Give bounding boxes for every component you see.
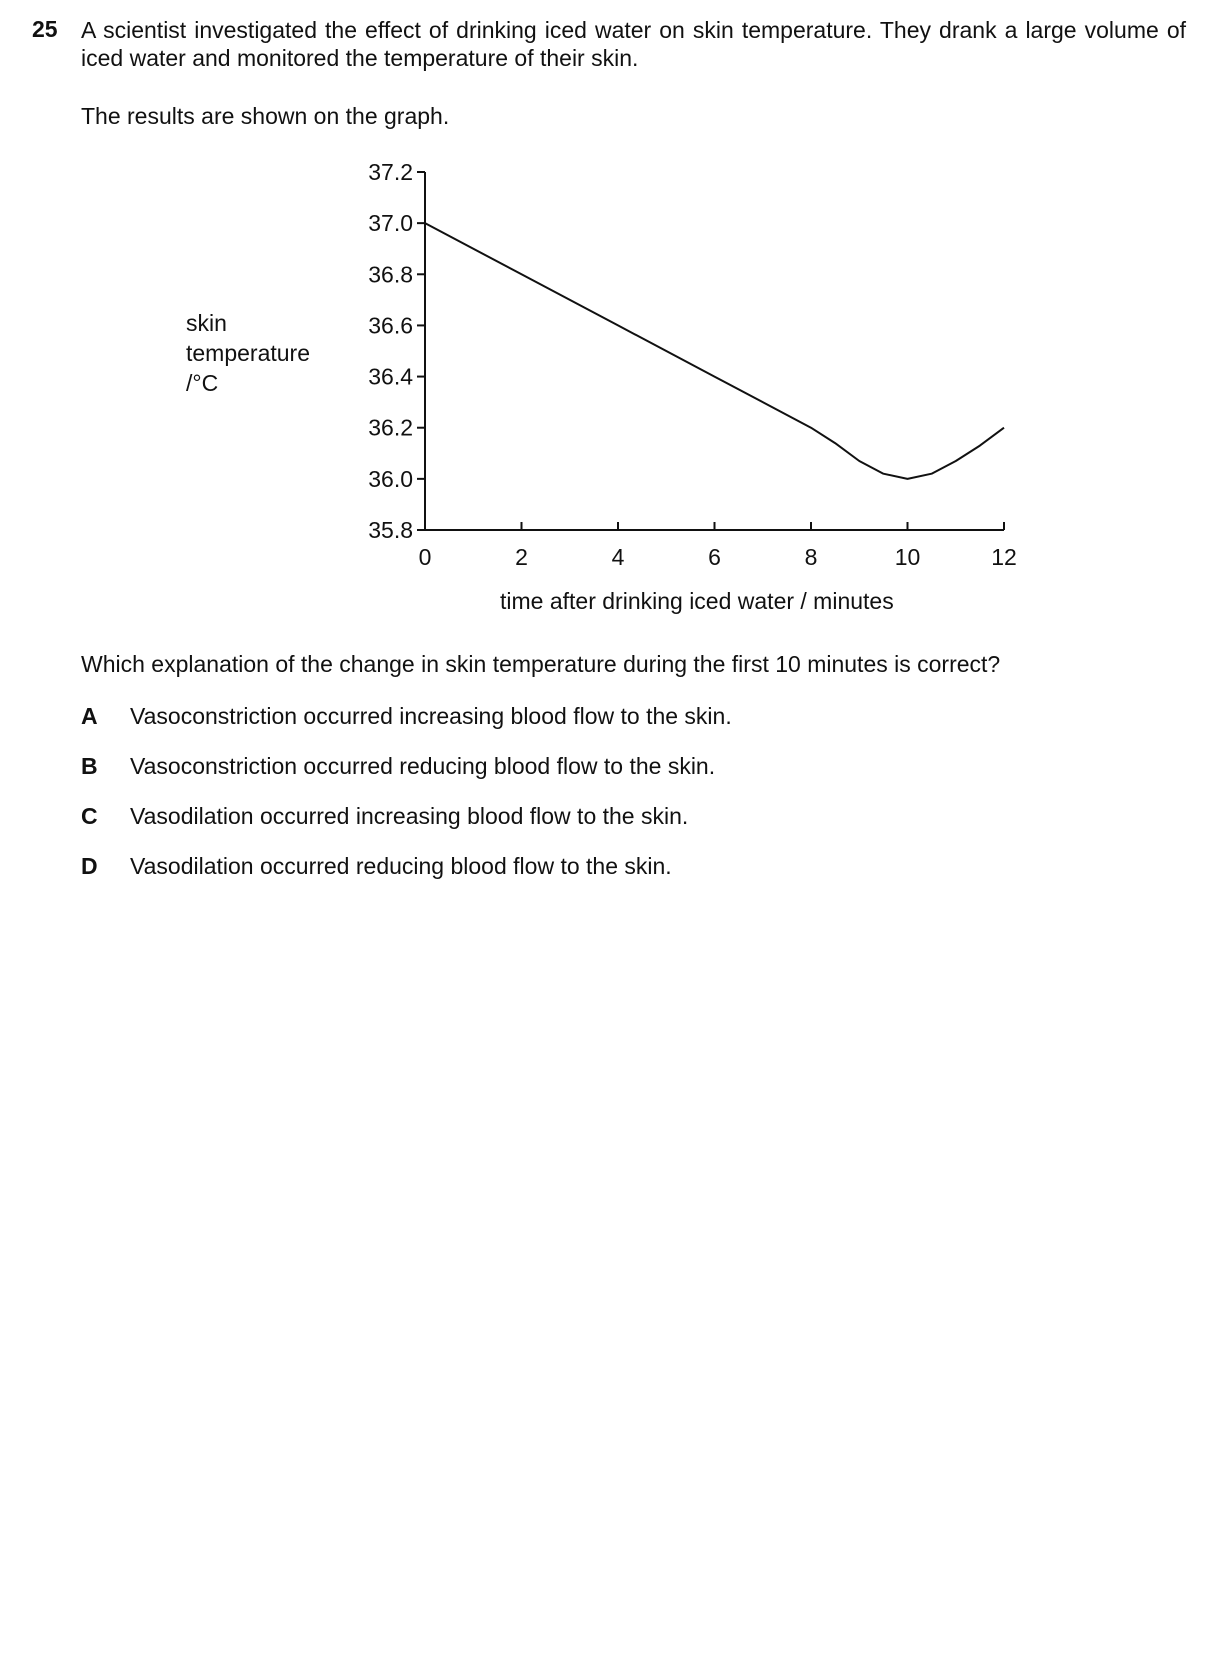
x-tick-label: 0 (418, 544, 432, 570)
option-text: Vasodilation occurred increasing blood flow to the skin. (130, 803, 689, 829)
question-stem: A scientist investigated the effect of drinking iced water on skin temperature. They drank a large volume of iced water and monitored the temperature of their skin. (81, 17, 1186, 71)
graph-intro: The results are shown on the graph. (81, 103, 450, 129)
x-tick-label: 6 (708, 544, 721, 570)
option-letter: D (81, 853, 98, 879)
option-letter: C (81, 803, 98, 829)
y-tick-label: 37.2 (368, 159, 413, 185)
y-tick-label: 36.6 (368, 312, 413, 339)
y-axis-label-line: temperature (186, 340, 311, 366)
x-axis-label: time after drinking iced water / minutes (500, 588, 894, 614)
option-letter: B (81, 753, 98, 779)
y-axis-label-line: skin (186, 310, 227, 336)
option-text: Vasodilation occurred reducing blood flow to the skin. (130, 853, 672, 879)
x-tick-label: 2 (515, 544, 528, 570)
y-axis-label-line: /°C (186, 370, 219, 396)
x-tick-label: 12 (991, 544, 1017, 570)
y-tick-label: 36.0 (368, 465, 413, 492)
option-d[interactable] (81, 853, 672, 880)
y-tick-label: 36.2 (368, 414, 413, 441)
x-tick-label: 4 (611, 544, 625, 570)
y-tick-label: 36.8 (368, 261, 413, 288)
option-b[interactable] (81, 753, 715, 780)
temperature-series-line (425, 223, 1004, 479)
option-letter: A (81, 703, 98, 729)
question-number: 25 (32, 16, 58, 42)
option-a[interactable] (81, 703, 732, 730)
skin-temperature-chart (0, 0, 1209, 640)
x-tick-label: 8 (804, 544, 818, 570)
x-tick-label: 10 (894, 544, 921, 570)
question-prompt: Which explanation of the change in skin temperature during the first 10 minutes is correct? (81, 651, 1001, 677)
option-text: Vasoconstriction occurred reducing blood flow to the skin. (130, 753, 716, 779)
y-tick-label: 35.8 (368, 517, 413, 543)
y-tick-label: 37.0 (368, 210, 413, 237)
y-tick-label: 36.4 (368, 363, 413, 390)
option-c[interactable] (81, 803, 688, 830)
option-text: Vasoconstriction occurred increasing blood flow to the skin. (130, 703, 732, 729)
